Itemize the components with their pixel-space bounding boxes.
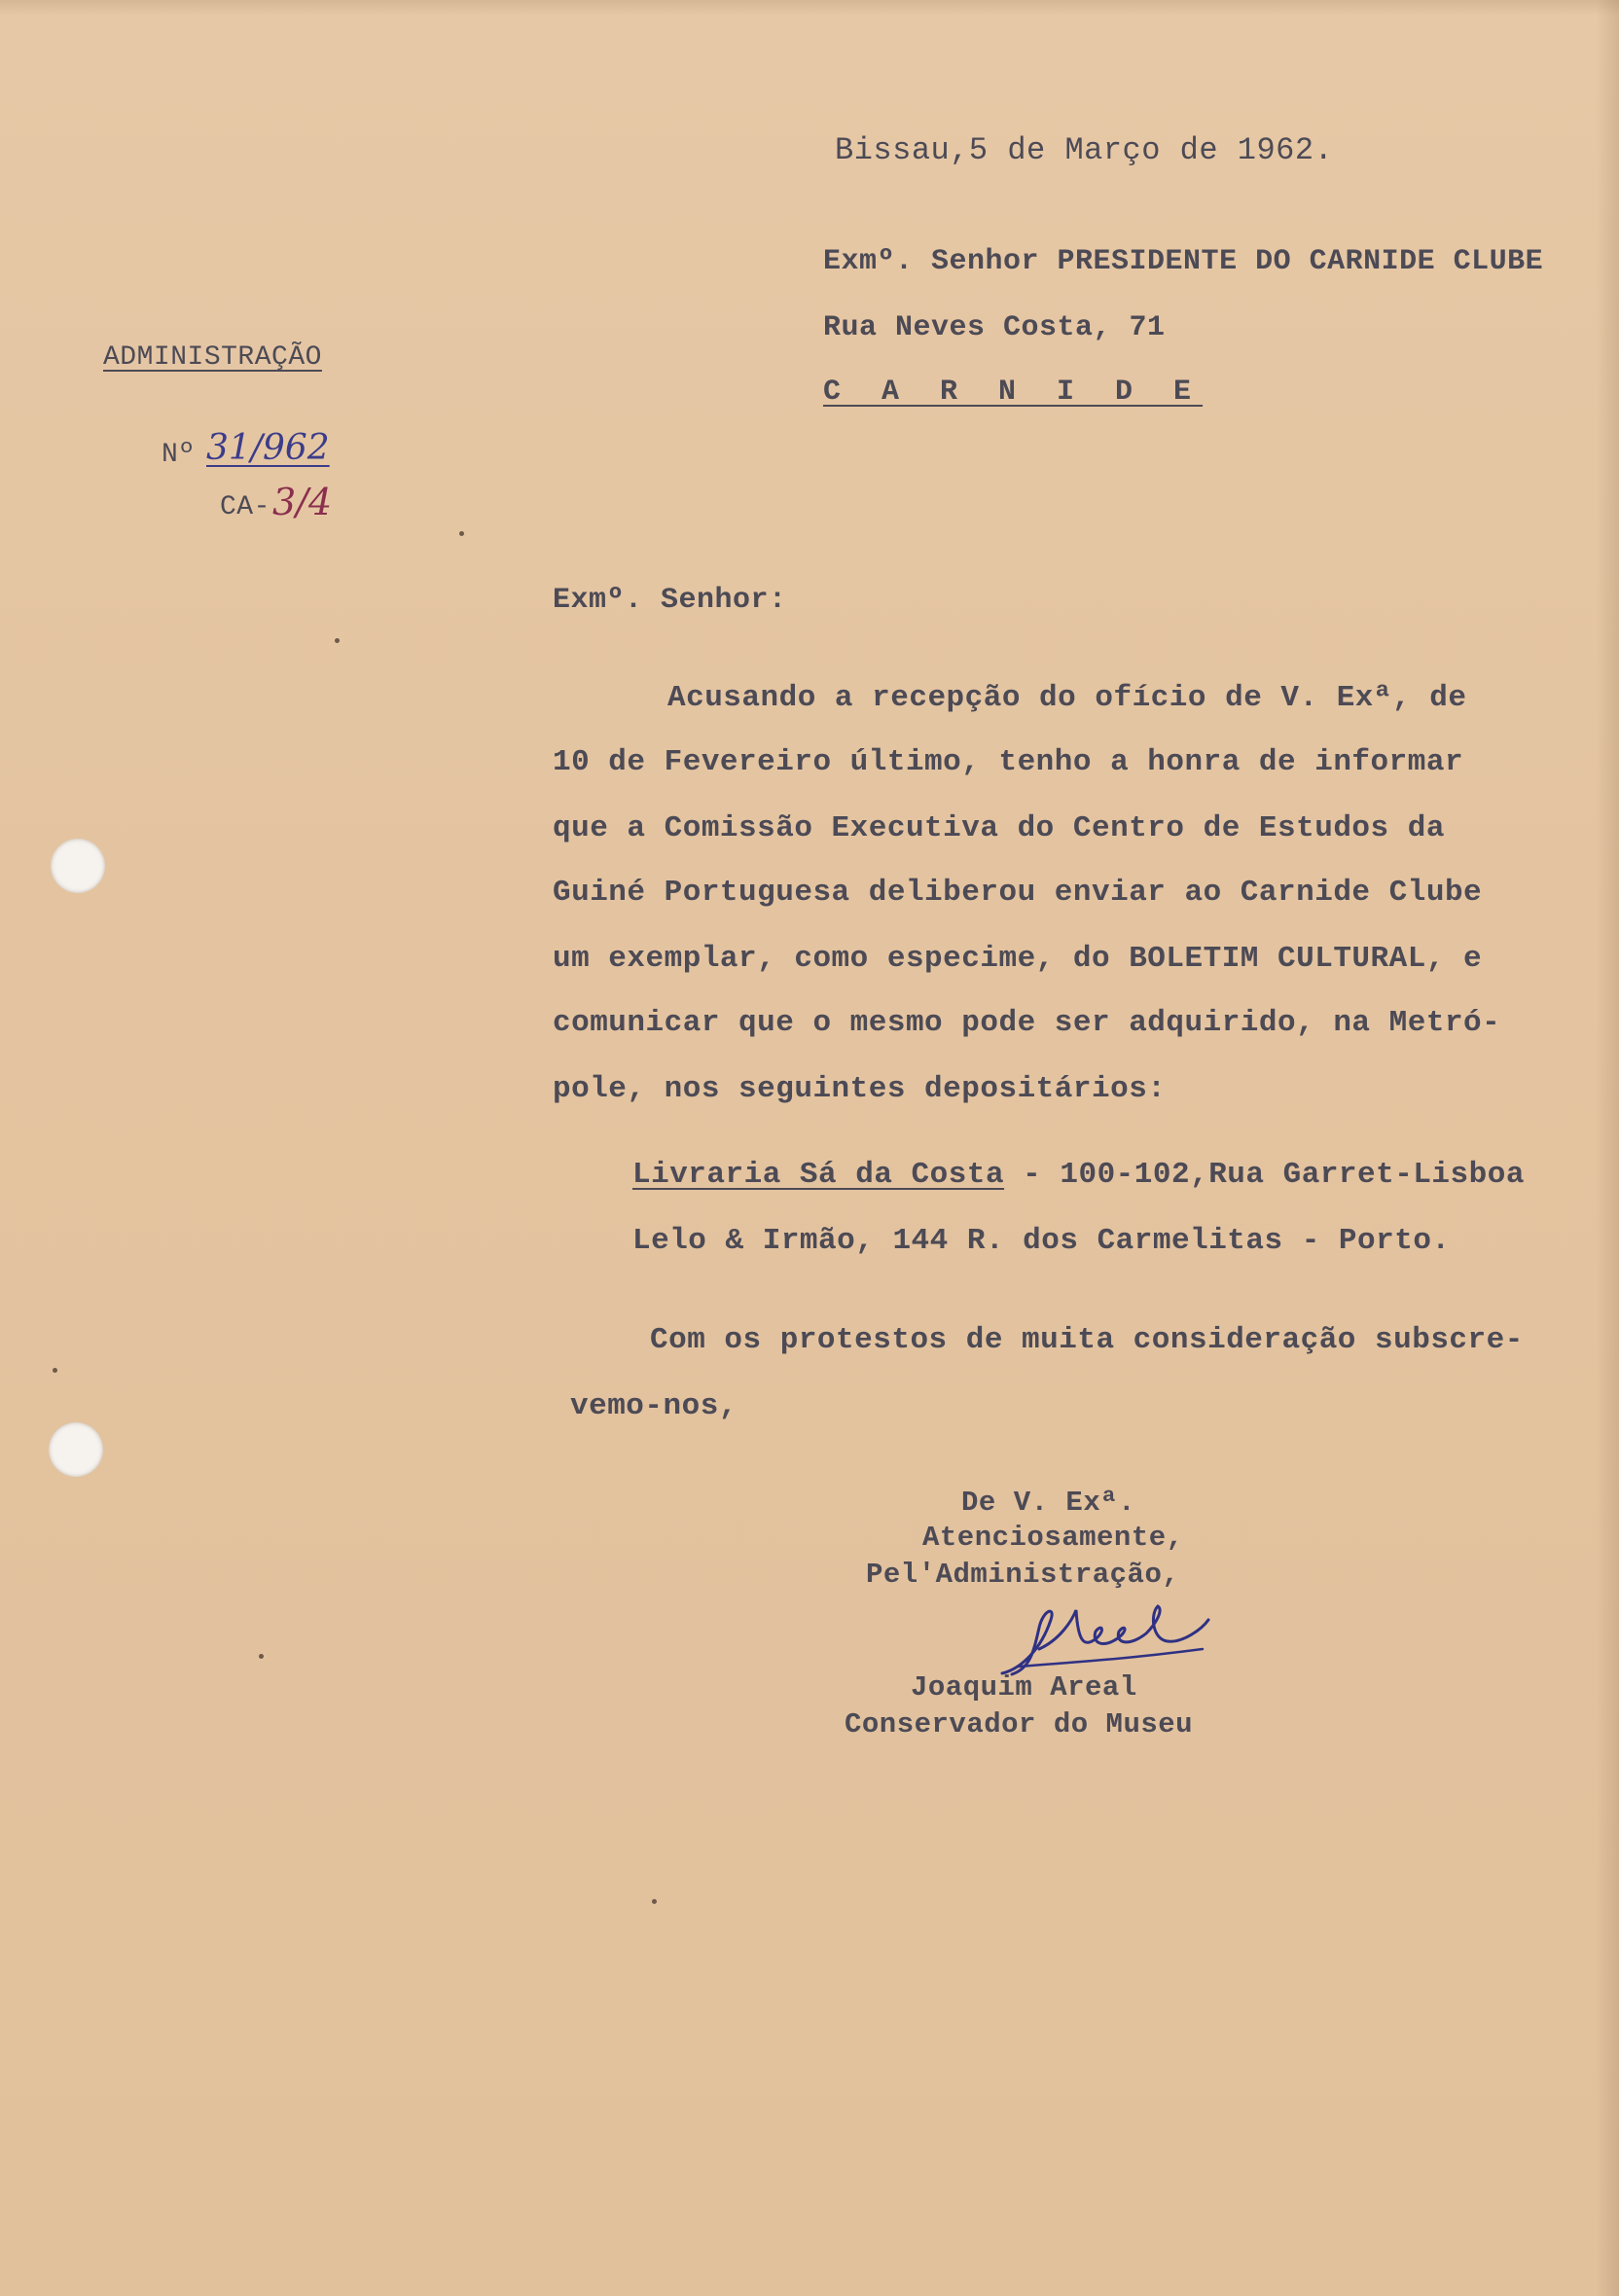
punch-hole-lower <box>49 1422 103 1477</box>
depositary-line-1 <box>632 1158 1525 1192</box>
punch-hole-upper <box>51 839 105 893</box>
signoff-line-1: De V. Exª. <box>961 1487 1136 1519</box>
ca-number: 3/4 <box>272 481 333 523</box>
depositary-address-1: - 100-102,Rua Garret-Lisboa <box>1004 1158 1525 1192</box>
recipient-line-3: C A R N I D E <box>823 376 1204 409</box>
body-line-7: pole, nos seguintes depositários: <box>553 1072 1167 1106</box>
body-line-3: que a Comissão Executiva do Centro de Estudos da <box>553 811 1445 845</box>
reference-prefix: Nº <box>162 440 196 470</box>
signoff-line-3: Pel'Administração, <box>866 1559 1180 1591</box>
paper-speck <box>335 638 340 643</box>
paper-shadow-top <box>0 0 1619 16</box>
signatory-title: Conservador do Museu <box>845 1708 1194 1740</box>
paper-speck <box>53 1368 57 1373</box>
body-line-1: Acusando a recepção do ofício de V. Exª, de <box>667 681 1467 715</box>
body-line-4: Guiné Portuguesa deliberou enviar ao Carnide Clube <box>553 876 1483 910</box>
body-line-6: comunicar que o mesmo pode ser adquirido, na Metró- <box>553 1006 1501 1040</box>
body-line-5: um exemplar, como especime, do BOLETIM CULTURAL, e <box>553 942 1483 976</box>
recipient-line-2: Rua Neves Costa, 71 <box>823 311 1166 344</box>
salutation: Exmº. Senhor: <box>553 584 787 617</box>
closing-line-1: Com os protestos de muita consideração subscre- <box>650 1323 1524 1357</box>
place-date: Bissau,5 de Março de 1962. <box>835 132 1334 168</box>
closing-line-2: vemo-nos, <box>570 1389 738 1423</box>
recipient-line-1: Exmº. Senhor PRESIDENTE DO CARNIDE CLUBE <box>823 245 1544 278</box>
depositary-line-2: Lelo & Irmão, 144 R. dos Carmelitas - Porto. <box>632 1224 1451 1258</box>
depositary-name-1: Livraria Sá da Costa <box>632 1158 1005 1192</box>
reference-number: 31/962 <box>206 428 330 468</box>
paper-speck <box>652 1899 657 1904</box>
paper-shadow-right <box>1596 0 1619 2296</box>
ca-prefix: CA- <box>220 492 270 522</box>
signatory-name: Joaquim Areal <box>911 1671 1137 1704</box>
paper-speck <box>459 531 464 536</box>
paper-speck <box>259 1654 264 1659</box>
signoff-line-2: Atenciosamente, <box>922 1522 1184 1554</box>
department-heading: ADMINISTRAÇÃO <box>103 342 322 373</box>
body-line-2: 10 de Fevereiro último, tenho a honra de informar <box>553 745 1464 779</box>
